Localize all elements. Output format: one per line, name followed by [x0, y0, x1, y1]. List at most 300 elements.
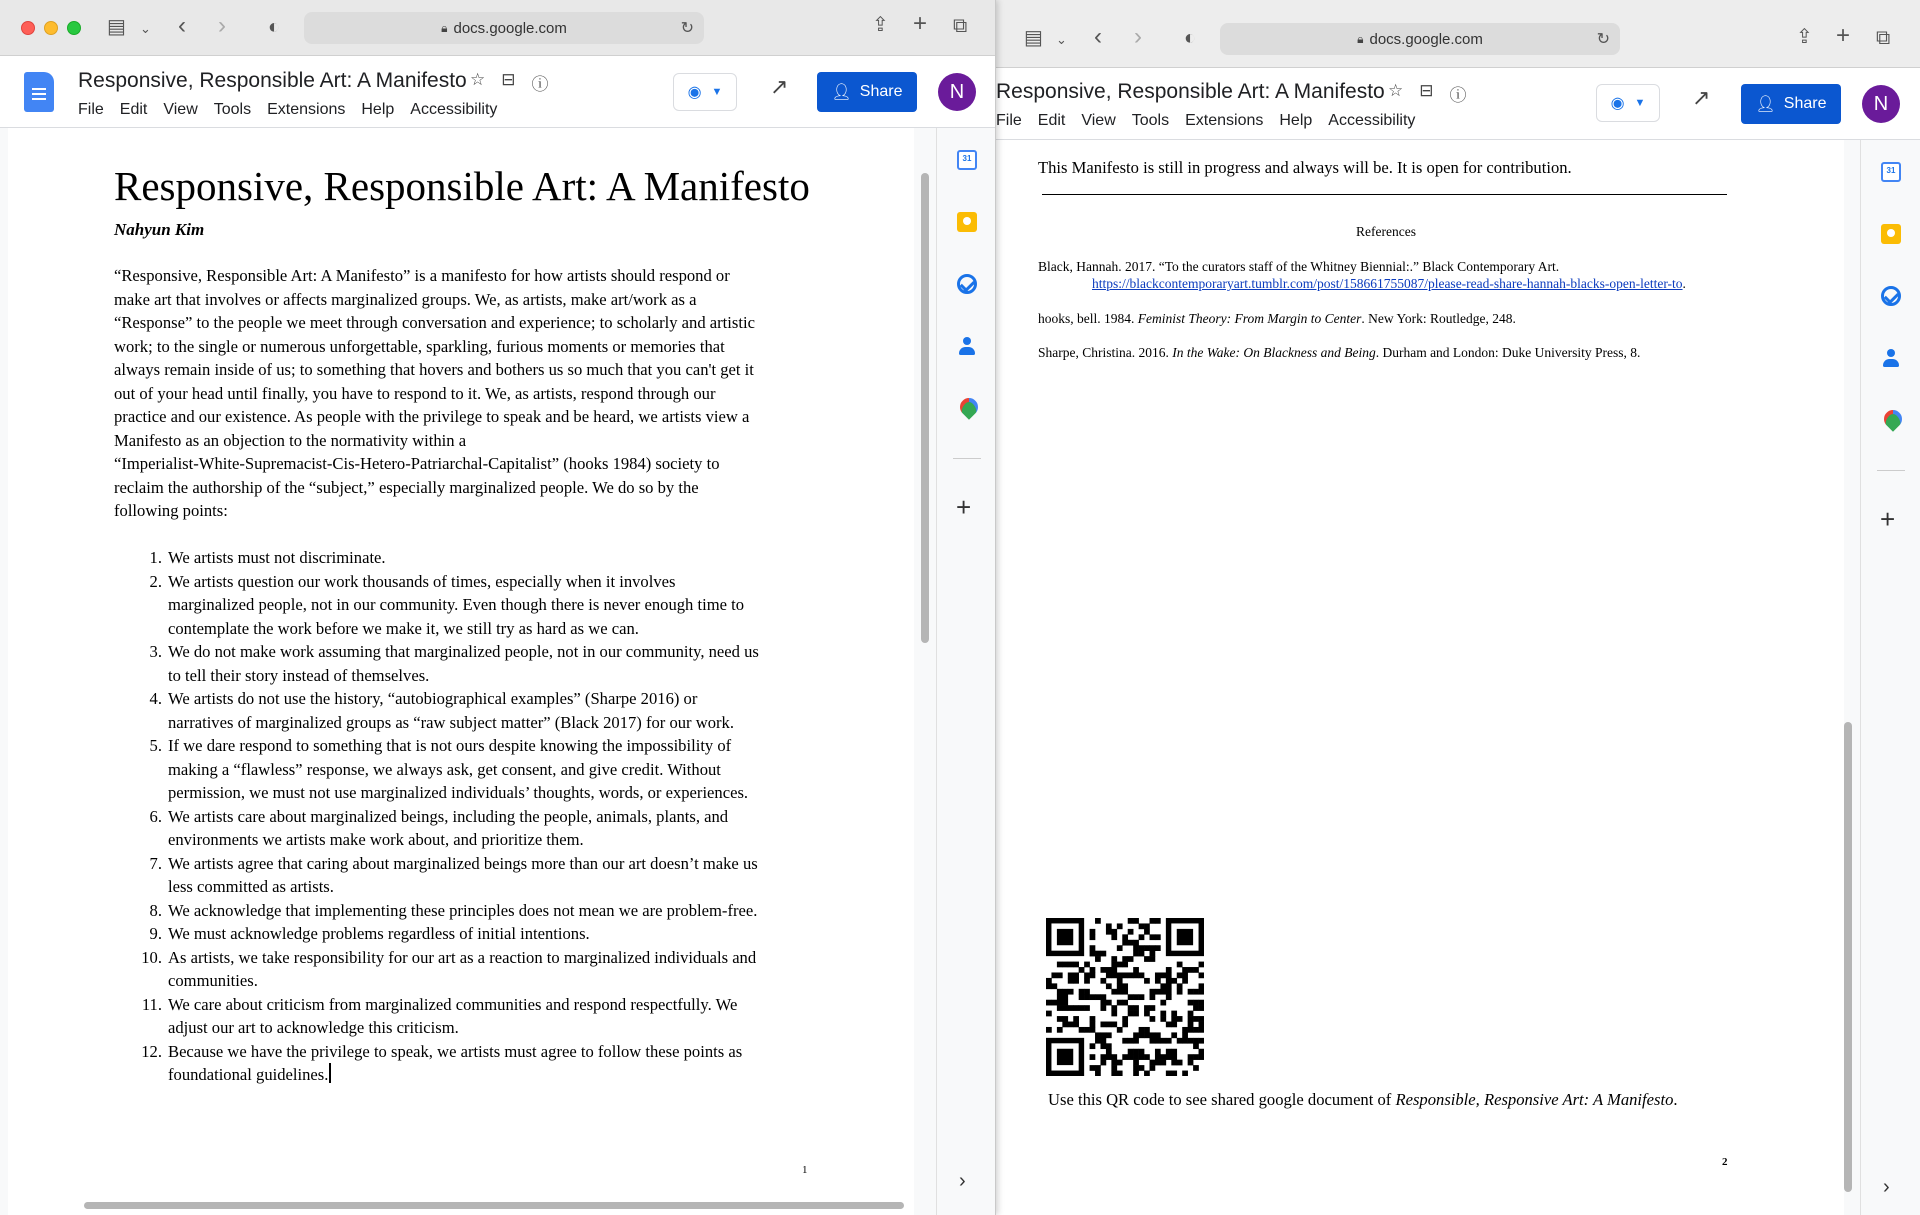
qr-module	[1155, 1032, 1161, 1038]
menu-bar	[78, 101, 497, 119]
qr-module	[1155, 1049, 1161, 1055]
qr-module	[1188, 1022, 1194, 1028]
qr-module	[1073, 972, 1079, 978]
qr-module	[1177, 962, 1183, 968]
qr-module	[1199, 1027, 1204, 1033]
qr-module	[1155, 945, 1161, 951]
qr-module	[1106, 929, 1112, 935]
menu-bar	[996, 112, 1415, 130]
intro-line: “Response” to the people we meet through conversation and experience; to scholarly and artistic	[114, 313, 755, 332]
qr-module	[1199, 1038, 1204, 1044]
intro-line: practice and our existence. As people with the privilege to speak and be heard, we artists view a	[114, 407, 750, 426]
qr-module	[1128, 918, 1134, 924]
safari-toolbar	[0, 0, 995, 56]
qr-module	[1199, 1005, 1204, 1011]
qr-module	[1068, 1022, 1074, 1028]
qr-module	[1160, 1011, 1166, 1017]
chevron-down-icon[interactable]: ⌄	[140, 21, 151, 36]
qr-module	[1090, 1054, 1096, 1060]
qr-module	[1117, 972, 1123, 978]
reference-black-link[interactable]: https://blackcontemporaryart.tumblr.com/post/158661755087/please-read-share-hannah-blacks-open-letter-to	[1092, 276, 1683, 291]
vertical-scrollbar[interactable]	[1844, 722, 1852, 1192]
qr-module	[1133, 994, 1139, 1000]
qr-module	[1188, 1060, 1194, 1066]
author-name: Nahyun Kim	[114, 220, 205, 239]
qr-module	[1106, 1043, 1112, 1049]
plus-icon[interactable]: +	[956, 492, 972, 522]
qr-module	[1150, 994, 1156, 1000]
address-bar[interactable]	[1220, 23, 1620, 55]
keep-icon[interactable]	[957, 212, 977, 232]
intro-line: reclaim the authorship of the “subject,” especially marginalized people. We do so by the	[114, 477, 699, 497]
qr-module	[1062, 1005, 1068, 1011]
qr-caption-post: .	[1673, 1090, 1678, 1109]
point-number: 9.	[149, 924, 162, 943]
reference-black-period: .	[1682, 276, 1686, 291]
reference-sharpe-pre: Sharpe, Christina. 2016.	[1038, 345, 1173, 360]
qr-module	[1117, 1000, 1123, 1006]
intro-line: work; to the single or numerous unforgettable, sparkling, furious moments or memories that	[114, 336, 725, 356]
share-button[interactable]	[1741, 84, 1841, 124]
qr-module	[1111, 1011, 1117, 1017]
qr-module	[1122, 934, 1128, 940]
vertical-scrollbar[interactable]	[921, 173, 929, 643]
qr-module	[1133, 1065, 1139, 1071]
qr-module	[1057, 1027, 1063, 1033]
menu-view[interactable]: View	[1081, 112, 1116, 129]
qr-module	[1079, 1027, 1085, 1033]
qr-module	[1122, 940, 1128, 946]
qr-module	[1193, 1005, 1199, 1011]
qr-module	[1122, 1000, 1128, 1006]
new-tab-icon[interactable]: +	[1836, 22, 1851, 49]
qr-module	[1111, 934, 1117, 940]
share-button[interactable]	[817, 72, 917, 112]
contacts-icon[interactable]	[957, 336, 977, 356]
qr-module	[1073, 1005, 1079, 1011]
lock-icon: 🔒︎	[1357, 31, 1364, 46]
qr-module	[1133, 945, 1139, 951]
qr-module	[1100, 994, 1106, 1000]
tabs-icon[interactable]: ⧉	[1876, 27, 1891, 49]
qr-module	[1046, 1011, 1052, 1017]
new-tab-icon[interactable]: +	[913, 10, 928, 37]
point-line: We acknowledge that implementing these principles does not mean we are problem-free.	[168, 900, 758, 920]
qr-module	[1128, 1011, 1134, 1017]
qr-module	[1090, 994, 1096, 1000]
qr-module	[1188, 967, 1194, 973]
person-icon: 👤︎	[831, 84, 852, 101]
side-panel	[936, 128, 996, 1215]
menu-help[interactable]: Help	[1279, 112, 1313, 129]
qr-module	[1199, 1049, 1204, 1055]
qr-module	[1166, 983, 1172, 989]
qr-module	[1150, 1065, 1156, 1071]
qr-module	[1128, 1038, 1134, 1044]
star-icon[interactable]: ☆	[1388, 81, 1404, 100]
point-item	[114, 640, 814, 687]
avatar[interactable]: N	[1862, 85, 1900, 123]
qr-module	[1084, 962, 1090, 968]
qr-module	[1182, 1071, 1188, 1076]
qr-module	[1160, 1054, 1166, 1060]
maps-icon[interactable]	[957, 398, 977, 418]
qr-module	[1068, 1005, 1074, 1011]
point-line: We artists question our work thousands of times, especially when it involves	[168, 571, 676, 591]
qr-module	[1171, 1016, 1177, 1022]
zoom-window-button[interactable]	[67, 21, 81, 35]
qr-module	[1188, 1011, 1194, 1017]
qr-module	[1139, 994, 1145, 1000]
qr-module	[1111, 1054, 1117, 1060]
avatar[interactable]: N	[938, 73, 976, 111]
qr-module	[1117, 923, 1123, 929]
point-item	[114, 805, 814, 852]
back-icon[interactable]: ‹	[178, 12, 186, 39]
point-number: 10.	[141, 947, 162, 967]
qr-module	[1171, 1071, 1177, 1076]
maps-icon[interactable]	[1881, 410, 1901, 430]
menu-file[interactable]: File	[996, 112, 1022, 129]
info-icon[interactable]: ⓘ	[1449, 86, 1467, 105]
trending-icon[interactable]: ↗	[770, 74, 789, 99]
qr-module	[1122, 972, 1128, 978]
qr-module	[1062, 1022, 1068, 1028]
qr-module	[1155, 989, 1161, 995]
qr-module	[1090, 967, 1096, 973]
menu-accessibility[interactable]: Accessibility	[410, 101, 498, 118]
menu-extensions[interactable]: Extensions	[267, 101, 346, 118]
qr-module	[1090, 1043, 1096, 1049]
qr-module	[1117, 983, 1123, 989]
qr-module	[1150, 956, 1156, 962]
qr-module	[1160, 1038, 1166, 1044]
qr-module	[1117, 1060, 1123, 1066]
eye-icon: ◉	[1610, 95, 1625, 112]
point-line: We must acknowledge problems regardless of initial intentions.	[168, 924, 590, 943]
tasks-icon[interactable]	[957, 274, 977, 294]
keep-icon[interactable]	[1881, 224, 1901, 244]
title-icons	[470, 70, 549, 95]
menu-view[interactable]: View	[163, 101, 198, 118]
qr-module	[1057, 1005, 1063, 1011]
qr-module	[1182, 1038, 1188, 1044]
shield-icon[interactable]: ◐	[1184, 27, 1197, 49]
horizontal-scrollbar[interactable]	[84, 1202, 904, 1209]
qr-module	[1199, 983, 1204, 989]
qr-module	[1062, 989, 1068, 995]
chevron-right-icon[interactable]: ›	[1883, 1176, 1890, 1198]
qr-module	[1117, 945, 1123, 951]
qr-module	[1111, 967, 1117, 973]
view-mode-button[interactable]	[673, 73, 737, 111]
qr-module	[1155, 1038, 1161, 1044]
point-item	[114, 946, 814, 993]
qr-module	[1090, 1022, 1096, 1028]
qr-module	[1051, 983, 1057, 989]
address-bar[interactable]	[304, 12, 704, 44]
qr-module	[1095, 1032, 1101, 1038]
qr-module	[1100, 1060, 1106, 1066]
point-line: marginalized people, not in our community. Even though there is never enough time to	[168, 595, 745, 614]
qr-module	[1160, 1000, 1166, 1006]
menu-accessibility[interactable]: Accessibility	[1328, 112, 1416, 129]
reload-icon[interactable]: ↻	[680, 20, 694, 37]
qr-module	[1106, 1049, 1112, 1055]
qr-module	[1150, 1038, 1156, 1044]
qr-code[interactable]	[1046, 918, 1204, 1076]
document-canvas	[0, 128, 936, 1215]
menu-help[interactable]: Help	[361, 101, 395, 118]
chevron-down-icon[interactable]: ⌄	[1056, 32, 1067, 47]
reference-sharpe-post: . Durham and London: Duke University Press, 8.	[1375, 345, 1641, 360]
qr-module	[1166, 972, 1172, 978]
qr-module	[1144, 945, 1150, 951]
side-panel-divider	[1877, 470, 1905, 471]
qr-module	[1133, 951, 1139, 957]
qr-module	[1139, 1027, 1145, 1033]
qr-module	[1199, 962, 1204, 968]
qr-module	[1046, 983, 1052, 989]
contacts-icon[interactable]	[1881, 348, 1901, 368]
qr-module	[1084, 994, 1090, 1000]
tasks-icon[interactable]	[1881, 286, 1901, 306]
move-folder-icon[interactable]: ⊟	[1419, 81, 1434, 100]
point-item	[114, 734, 814, 805]
qr-module	[1111, 972, 1117, 978]
intro-line: following points:	[114, 501, 228, 520]
trending-icon[interactable]: ↗	[1692, 85, 1711, 110]
menu-edit[interactable]: Edit	[119, 101, 148, 118]
qr-module	[1199, 989, 1204, 995]
intro-line: Manifesto as an objection to the normativity within a	[114, 430, 467, 450]
qr-module	[1160, 1060, 1166, 1066]
qr-module	[1171, 1049, 1177, 1055]
menu-tools[interactable]: Tools	[1131, 112, 1170, 129]
chevron-right-icon[interactable]: ›	[959, 1170, 966, 1192]
sidebar-icon[interactable]: ▤	[107, 16, 126, 38]
qr-module	[1128, 1005, 1134, 1011]
chevron-down-icon: ▼	[711, 86, 723, 98]
page-2[interactable]	[996, 140, 1844, 1215]
qr-module	[1128, 1054, 1134, 1060]
qr-module	[1111, 989, 1117, 995]
reference-hooks	[1038, 310, 1758, 327]
qr-module	[1128, 994, 1134, 1000]
qr-module	[1155, 918, 1161, 924]
point-number: 12.	[141, 1041, 162, 1061]
qr-module	[1084, 1027, 1090, 1033]
plus-icon[interactable]: +	[1880, 504, 1896, 534]
share-sheet-icon[interactable]: ⇪	[1796, 26, 1813, 48]
qr-module	[1090, 929, 1096, 935]
qr-module	[1057, 929, 1073, 945]
qr-module	[1193, 967, 1199, 973]
qr-module	[1166, 1038, 1172, 1044]
page-1[interactable]	[8, 128, 914, 1215]
qr-module	[1057, 989, 1063, 995]
point-line: communities.	[168, 971, 258, 990]
qr-module	[1084, 978, 1090, 984]
point-number: 5.	[149, 736, 162, 755]
qr-module	[1177, 989, 1183, 995]
qr-caption-pre: Use this QR code to see shared google document of	[1048, 1090, 1396, 1109]
intro-line: “Responsive, Responsible Art: A Manifesto” is a manifesto for how artists should respond or	[114, 266, 730, 285]
qr-module	[1090, 972, 1096, 978]
qr-module	[1193, 1038, 1199, 1044]
point-item	[114, 993, 814, 1040]
qr-module	[1150, 945, 1156, 951]
qr-module	[1100, 967, 1106, 973]
qr-module	[1090, 1016, 1096, 1022]
point-item	[114, 1040, 814, 1087]
qr-module	[1171, 978, 1177, 984]
qr-module	[1133, 967, 1139, 973]
qr-module	[1106, 1054, 1112, 1060]
qr-module	[1177, 1060, 1183, 1066]
reload-icon[interactable]: ↻	[1596, 31, 1610, 48]
references-heading: References	[1356, 224, 1416, 239]
qr-module	[1100, 1038, 1106, 1044]
info-icon[interactable]: ⓘ	[531, 75, 549, 94]
qr-module	[1100, 1043, 1106, 1049]
qr-module	[1193, 1054, 1199, 1060]
qr-module	[1100, 1022, 1106, 1028]
qr-module	[1122, 1022, 1128, 1028]
qr-module	[1144, 1054, 1150, 1060]
qr-module	[1090, 1027, 1096, 1033]
document-title[interactable]: Responsive, Responsible Art: A Manifesto	[996, 80, 1385, 103]
page-number: 2	[1722, 1156, 1728, 1168]
reference-hooks-title: Feminist Theory: From Margin to Center	[1137, 311, 1362, 326]
share-sheet-icon[interactable]: ⇪	[872, 14, 889, 36]
qr-module	[1111, 1065, 1117, 1071]
qr-module	[1155, 1060, 1161, 1066]
document-canvas	[996, 140, 1860, 1215]
qr-module	[1199, 972, 1204, 978]
point-number: 1.	[149, 548, 162, 567]
intro-line: always remain inside of us; to something that hovers and bothers us so much that you can't get it	[114, 360, 754, 379]
side-panel	[1860, 140, 1920, 1215]
point-item	[114, 546, 814, 570]
move-folder-icon[interactable]: ⊟	[501, 70, 516, 89]
menu-extensions[interactable]: Extensions	[1185, 112, 1264, 129]
point-line: contemplate the work before we make it, we still try as hard as we can.	[168, 618, 639, 638]
qr-module	[1188, 989, 1194, 995]
qr-module	[1133, 1060, 1139, 1066]
qr-module	[1171, 1032, 1177, 1038]
qr-module	[1133, 1032, 1139, 1038]
qr-module	[1144, 978, 1150, 984]
qr-module	[1139, 951, 1145, 957]
qr-module	[1100, 1005, 1106, 1011]
qr-module	[1095, 918, 1101, 924]
qr-module	[1155, 1054, 1161, 1060]
qr-module	[1133, 1054, 1139, 1060]
qr-module	[1090, 934, 1096, 940]
qr-module	[1106, 983, 1112, 989]
shield-icon[interactable]: ◐	[268, 16, 281, 38]
qr-module	[1095, 1038, 1101, 1044]
qr-module	[1133, 1011, 1139, 1017]
view-mode-button[interactable]	[1596, 84, 1660, 122]
reference-sharpe-title: In the Wake: On Blackness and Being	[1172, 345, 1376, 360]
qr-module	[1160, 989, 1166, 995]
qr-module	[1111, 1022, 1117, 1028]
point-line: narratives of marginalized groups as “raw subject matter” (Black 2017) for our work.	[168, 712, 734, 732]
qr-module	[1160, 1016, 1166, 1022]
menu-file[interactable]: File	[78, 101, 104, 118]
reference-black	[1038, 258, 1758, 292]
qr-module	[1095, 1065, 1101, 1071]
point-number: 11.	[141, 994, 162, 1014]
qr-module	[1155, 934, 1161, 940]
docs-logo-icon[interactable]	[24, 72, 54, 112]
qr-module	[1133, 972, 1139, 978]
back-icon[interactable]: ‹	[1094, 23, 1102, 50]
sidebar-icon[interactable]: ▤	[1024, 27, 1043, 49]
qr-module	[1166, 1049, 1172, 1055]
qr-module	[1150, 1032, 1156, 1038]
qr-module	[1079, 994, 1085, 1000]
point-number: 6.	[149, 806, 162, 826]
calendar-icon[interactable]: 31	[1881, 162, 1901, 182]
point-item	[114, 899, 814, 923]
qr-module	[1095, 956, 1101, 962]
qr-module	[1193, 1016, 1199, 1022]
point-item	[114, 570, 814, 641]
qr-module	[1199, 1000, 1204, 1006]
qr-module	[1166, 978, 1172, 984]
qr-module	[1111, 1071, 1117, 1076]
qr-module	[1150, 918, 1156, 924]
qr-module	[1106, 967, 1112, 973]
point-line: If we dare respond to something that is not ours despite knowing the impossibility of	[168, 736, 732, 755]
qr-module	[1100, 951, 1106, 957]
chevron-down-icon: ▼	[1634, 97, 1646, 109]
star-icon[interactable]: ☆	[470, 70, 486, 89]
document-title[interactable]: Responsive, Responsible Art: A Manifesto	[78, 69, 467, 92]
menu-tools[interactable]: Tools	[213, 101, 252, 118]
progress-note: This Manifesto is still in progress and always will be. It is open for contribution.	[1038, 158, 1572, 177]
url-text: docs.google.com	[1369, 30, 1483, 48]
menu-edit[interactable]: Edit	[1037, 112, 1066, 129]
qr-module	[1073, 1016, 1079, 1022]
qr-module	[1106, 1032, 1112, 1038]
close-window-button[interactable]	[21, 21, 35, 35]
qr-module	[1068, 972, 1074, 978]
tabs-icon[interactable]: ⧉	[953, 15, 968, 37]
intro-paragraph	[114, 264, 809, 523]
qr-module	[1046, 1000, 1052, 1006]
calendar-icon[interactable]: 31	[957, 150, 977, 170]
qr-module	[1095, 1071, 1101, 1076]
forward-icon[interactable]: ›	[1134, 23, 1142, 50]
point-number: 4.	[149, 689, 162, 708]
lock-icon: 🔒︎	[441, 20, 448, 35]
qr-module	[1090, 945, 1096, 951]
qr-module	[1199, 1016, 1204, 1022]
qr-caption-title: Responsible, Responsive Art: A Manifesto	[1395, 1090, 1674, 1109]
qr-module	[1073, 962, 1079, 968]
qr-module	[1117, 1071, 1123, 1076]
minimize-window-button[interactable]	[44, 21, 58, 35]
qr-module	[1090, 1065, 1096, 1071]
qr-module	[1177, 929, 1193, 945]
qr-module	[1177, 1038, 1183, 1044]
qr-module	[1100, 978, 1106, 984]
forward-icon[interactable]: ›	[218, 12, 226, 39]
